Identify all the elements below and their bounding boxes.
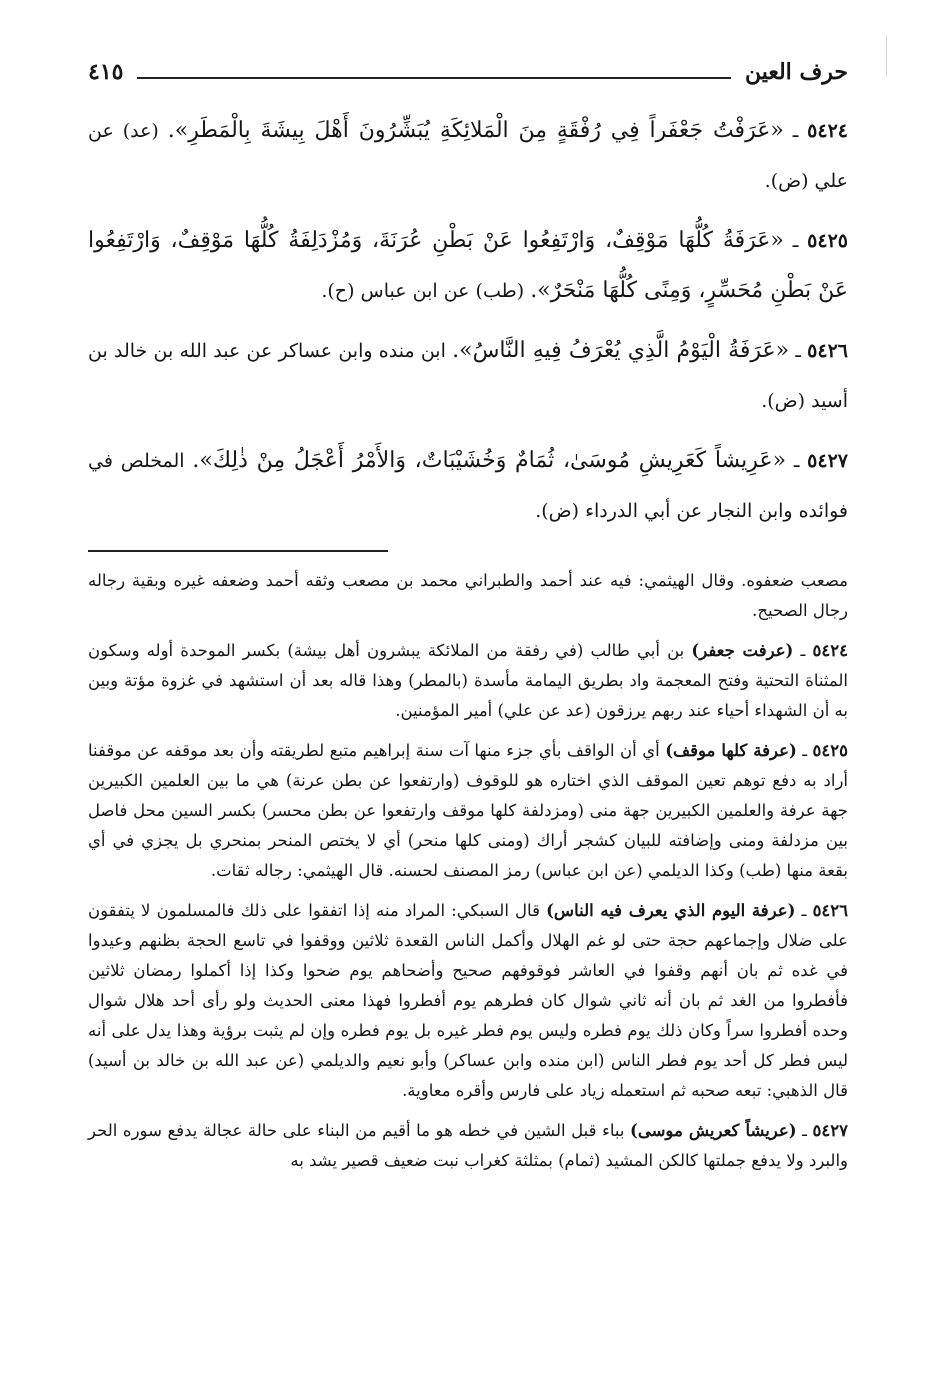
commentary-5427: ٥٤٢٧ ـ (عريشاً كعريش موسى) بباء قبل الشين في خطه هو ما أقيم من البناء على حالة عجالة يدفع سوره الحر والبرد ولا يدفع جملتها كالكن المشيد (ثمام) بمثلثة كغراب نبت ضعيف قصير يشد به — [88, 1121, 848, 1170]
hadith-source: المخلص في فوائده وابن النجار عن أبي الدرداء (ض). — [88, 450, 848, 522]
hadith-matn: «عَرَفَةُ كُلُّهَا مَوْقِفٌ، وَارْتَفِعُوا عَنْ بَطْنِ عُرَنَةَ، وَمُزْدَلِفَةُ كُلُّهَا مَوْقِفٌ، وَارْتَفِعُوا عَنْ بَطْنِ مُحَسِّرٍ، وَمِنًى كُلُّهَا مَنْحَرٌ». — [88, 228, 848, 303]
commentary-5426: ٥٤٢٦ ـ (عرفة اليوم الذي يعرف فيه الناس) قال السبكي: المراد منه إذا اتفقوا على ذلك فالمسلمون لا يتفقون على ضلال وإجماعهم حجة حتى لو غم الهلال وأكمل الناس القعدة ثلاثين ووقفوا في تاسع الحجة بظنهم وعيدوا في غده ثم بان أنهم وقفوا في العاشر فوقوفهم صحيح وأضحاهم يوم ضحوا وكذا إذا أكملوا رمضان ثلاثين فأفطروا من الغد ثم بان أنه ثاني شوال كان فطرهم يوم أفطروا فهذا معنى الحديث ولو رأى أحد هلال شوال وحده أفطروا سراً وكان ذلك يوم فطره وليس يوم فطر غيره بل يوم فطره وإن لم يثبت برؤية وهذا يدل على أنه ليس فطر كل أحد يوم فطر الناس (ابن منده وابن عساكر) وأبو نعيم والديلمي (عن عبد الله بن خالد بن أسيد) قال الذهبي: تبعه صحبه ثم استعمله زياد على فارس وأقره معاوية. — [88, 901, 849, 1100]
hadith-number: ٥٤٢٦ — [807, 340, 848, 362]
hadith-source: ابن منده وابن عساكر عن عبد الله بن خالد بن أسيد (ض). — [88, 340, 848, 412]
header-rule — [137, 77, 731, 79]
hadith-5424: ٥٤٢٤ ـ «عَرَفْتُ جَعْفَراً فِي رُفْقَةٍ مِنَ الْمَلائِكَةِ يُبَشِّرُونَ أَهْلَ بِيشَةَ بِالْمَطَرِ». (عد) عن علي (ض). — [88, 118, 848, 192]
chapter-title: حرف العين — [744, 59, 848, 85]
commentary-text: قال السبكي: المراد منه إذا اتفقوا على ذلك فالمسلمون لا يتفقون على ضلال وإجماعهم حجة حتى لو غم الهلال وأكمل الناس القعدة ثلاثين ووقفوا في تاسع الحجة بظنهم وعيدوا في غده ثم بان أنهم وقفوا في العاشر فوقوفهم صحيح وأضحاهم يوم ضحوا وكذا إذا أكملوا رمضان ثلاثين فأفطروا من الغد ثم بان أنه ثاني شوال كان فطرهم يوم أفطروا فهذا معنى الحديث ولو رأى أحد هلال شوال وحده أفطروا سراً وكان ذلك يوم فطره وليس يوم فطر غيره بل يوم فطره وإن لم يثبت برؤية وهذا يدل على أنه ليس فطر كل أحد يوم فطر الناس (ابن منده وابن عساكر) وأبو نعيم والديلمي (عن عبد الله بن خالد بن أسيد) قال الذهبي: تبعه صحبه ثم استعمله زياد على فارس وأقره معاوية. — [88, 901, 848, 1100]
hadith-5427: ٥٤٢٧ ـ «عَرِيشاً كَعَرِيشِ مُوسَىٰ، ثُمَامٌ وَخُشَيْبَاتٌ، وَالأَمْرُ أَعْجَلُ مِنْ ذٰلِكَ». المخلص في فوائده وابن النجار عن أبي الدرداء (ض). — [88, 448, 848, 522]
hadith-number: ٥٤٢٧ — [807, 450, 848, 472]
commentary-lemma: (عرفة اليوم الذي يعرف فيه الناس) — [546, 901, 796, 920]
hadith-5425: ٥٤٢٥ ـ «عَرَفَةُ كُلُّهَا مَوْقِفٌ، وَارْتَفِعُوا عَنْ بَطْنِ عُرَنَةَ، وَمُزْدَلِفَةُ كُلُّهَا مَوْقِفٌ، وَارْتَفِعُوا عَنْ بَطْنِ مُحَسِّرٍ، وَمِنًى كُلُّهَا مَنْحَرٌ». (طب) عن ابن عباس (ح). — [88, 228, 848, 303]
page-header — [88, 52, 848, 92]
commentary-5424: ٥٤٢٤ ـ (عرفت جعفر) بن أبي طالب (في رفقة من الملائكة يبشرون أهل بيشة) بكسر الموحدة أوله وسكون المثناة التحتية وفتح المعجمة واد بطريق اليمامة مأسدة (بالمطر) وهذا قاله بعد أن استشهد في غزوة مؤتة وبين به أن الشهداء أحياء عند ربهم يرزقون (عد عن علي) أمير المؤمنين. — [88, 641, 848, 720]
commentary — [88, 566, 848, 1176]
margin-mark — [886, 36, 887, 76]
commentary-text: أي أن الواقف بأي جزء منها آت سنة إبراهيم متبع لطريقته وأن بعد موقفه عن موقفنا أراد به دفع توهم تعين الموقف الذي اختاره هو للوقوف (وارتفعوا عن بطن عرنة) هي ما بين العلمين الكبيرين جهة عرفة والعلمين الكبيرين جهة منى (ومزدلفة كلها موقف وارتفعوا عن بطن محسر) بكسر السين محل فاصل بين مزدلفة ومنى وإضافته للبيان كشجر أراك (ومنى كلها منحر) أي لا يختص المنحر بمنحري بل يجزي في أي بقعة منها (طب) وكذا الديلمي (عن ابن عباس) رمز المصنف لحسنه. قال الهيثمي: رجاله ثقات. — [88, 741, 848, 880]
commentary-number: ٥٤٢٧ — [812, 1121, 848, 1140]
commentary-lemma: (عرفت جعفر) — [691, 641, 794, 660]
page-number: ٤١٥ — [88, 59, 124, 85]
commentary-text: مصعب ضعفوه. وقال الهيثمي: فيه عند أحمد والطبراني محمد بن مصعب وثقه أحمد وضعفه غيره وبقية رجاله رجال الصحيح. — [88, 571, 848, 620]
hadith-number: ٥٤٢٥ — [807, 230, 848, 252]
commentary-number: ٥٤٢٦ — [812, 901, 849, 920]
book-page — [88, 52, 848, 1186]
commentary-continuation — [88, 566, 848, 626]
main-text — [88, 106, 848, 536]
footnote-separator — [88, 550, 388, 552]
hadith-matn: «عَرَفْتُ جَعْفَراً فِي رُفْقَةٍ مِنَ الْمَلائِكَةِ يُبَشِّرُونَ أَهْلَ بِيشَةَ بِالْمَطَرِ». — [167, 118, 784, 143]
commentary-lemma: (عريشاً كعريش موسى) — [630, 1121, 797, 1140]
commentary-5425: ٥٤٢٥ ـ (عرفة كلها موقف) أي أن الواقف بأي جزء منها آت سنة إبراهيم متبع لطريقته وأن بعد موقفه عن موقفنا أراد به دفع توهم تعين الموقف الذي اختاره هو للوقوف (وارتفعوا عن بطن عرنة) هي ما بين العلمين الكبيرين جهة عرفة والعلمين الكبيرين جهة منى (ومزدلفة كلها موقف وارتفعوا عن بطن محسر) بكسر السين محل فاصل بين مزدلفة ومنى وإضافته للبيان كشجر أراك (ومنى كلها منحر) أي لا يختص المنحر بمنحري بل يجزي في أي بقعة منها (طب) وكذا الديلمي (عن ابن عباس) رمز المصنف لحسنه. قال الهيثمي: رجاله ثقات. — [88, 741, 848, 880]
commentary-text: بن أبي طالب (في رفقة من الملائكة يبشرون أهل بيشة) بكسر الموحدة أوله وسكون المثناة التحتية وفتح المعجمة واد بطريق اليمامة مأسدة (بالمطر) وهذا قاله بعد أن استشهد في غزوة مؤتة وبين به أن الشهداء أحياء عند ربهم يرزقون (عد عن علي) أمير المؤمنين. — [88, 641, 848, 720]
commentary-text: بباء قبل الشين في خطه هو ما أقيم من البناء على حالة عجالة يدفع سوره الحر والبرد ولا يدفع جملتها كالكن المشيد (ثمام) بمثلثة كغراب نبت ضعيف قصير يشد به — [88, 1121, 848, 1170]
hadith-matn: «عَرَفَةُ الْيَوْمُ الَّذِي يُعْرَفُ فِيهِ النَّاسُ». — [452, 338, 790, 363]
hadith-number: ٥٤٢٤ — [807, 120, 848, 142]
hadith-matn: «عَرِيشاً كَعَرِيشِ مُوسَىٰ، ثُمَامٌ وَخُشَيْبَاتٌ، وَالأَمْرُ أَعْجَلُ مِنْ ذٰلِكَ». — [192, 448, 787, 473]
hadith-source: (طب) عن ابن عباس (ح). — [321, 280, 525, 302]
commentary-lemma: (عرفة كلها موقف) — [665, 741, 797, 760]
commentary-number: ٥٤٢٤ — [812, 641, 848, 660]
hadith-5426: ٥٤٢٦ ـ «عَرَفَةُ الْيَوْمُ الَّذِي يُعْرَفُ فِيهِ النَّاسُ». ابن منده وابن عساكر عن عبد الله بن خالد بن أسيد (ض). — [88, 338, 848, 412]
hadith-source: (عد) عن علي (ض). — [88, 120, 848, 192]
commentary-number: ٥٤٢٥ — [812, 741, 848, 760]
